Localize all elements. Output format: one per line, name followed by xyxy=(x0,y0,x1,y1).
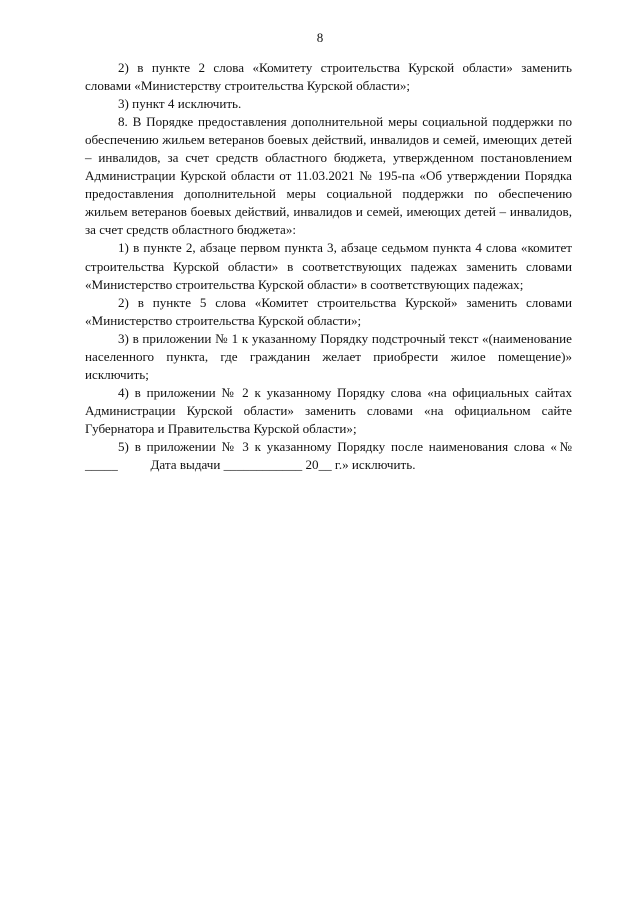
paragraph-4: 1) в пункте 2, абзаце первом пункта 3, абзаце седьмом пункта 4 слова «комитет строительства Курской области» в соответствующих падежах заменить словами «Министерство строительства Курской области» в соответствующих падежах; xyxy=(85,240,572,292)
paragraph-7: 4) в приложении № 2 к указанному Порядку слова «на официальных сайтах Администрации Курской области» заменить словами «на официальном сайте Губернатора и Правительства Курской области»; xyxy=(85,384,572,436)
paragraph-8: 5) в приложении № 3 к указанному Порядку после наименования слова «№ _____ Дата выдачи ____________ 20__ г.» исключить. xyxy=(85,438,576,473)
paragraph-1: 2) в пункте 2 слова «Комитету строительства Курской области» заменить словами «Министерству строительства Курской области»; xyxy=(85,60,572,94)
paragraph-3: 8. В Порядке предоставления дополнительной меры социальной поддержки по обеспечению жильем ветеранов боевых действий, инвалидов и семей, имеющих детей – инвалидов, за счет средств областного бюджета, утвержденном постановлением Администрации Курской области от 11.03.2021 № 195-па «Об утверждении Порядка предоставления дополнительной меры социальной поддержки по обеспечению жильем ветеранов боевых действий, инвалидов и семей, имеющих детей – инвалидов, за счет средств областного бюджета»: xyxy=(85,114,572,238)
paragraph-5: 2) в пункте 5 слова «Комитет строительства Курской» заменить словами «Министерство строительства Курской области»; xyxy=(85,294,572,328)
paragraph-6: 3) в приложении № 1 к указанному Порядку подстрочный текст «(наименование населенного пункта, где гражданин желает приобрести жилое помещение)» исключить; xyxy=(85,330,572,382)
document-body xyxy=(85,59,576,474)
page-number: 8 xyxy=(316,30,324,45)
paragraph-2: 3) пункт 4 исключить. xyxy=(118,96,242,112)
